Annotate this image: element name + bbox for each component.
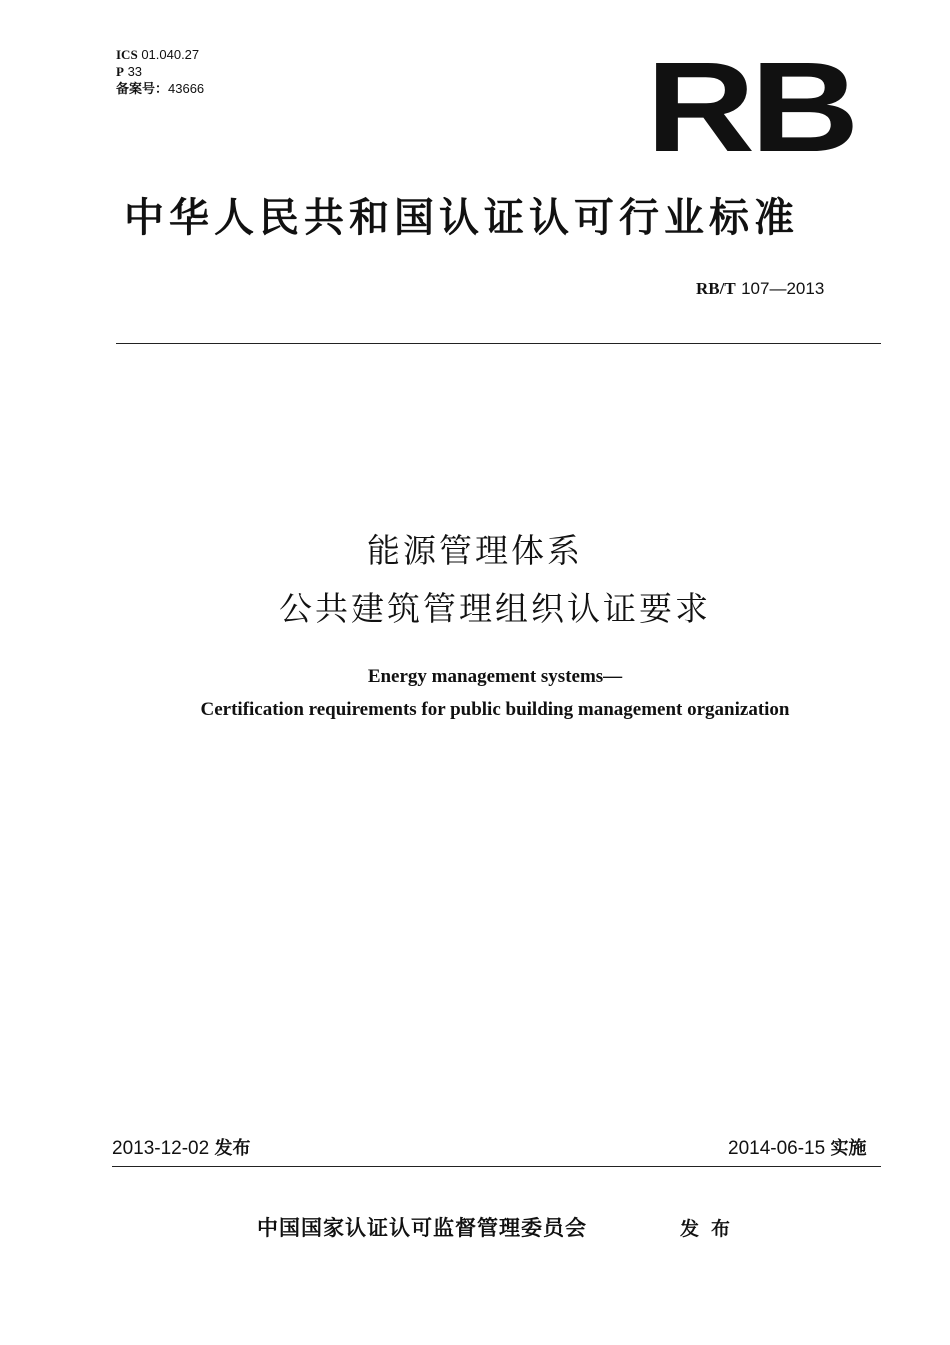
english-title-line-2: Certification requirements for public building management organization [200,699,790,720]
category-code [116,63,142,80]
standard-prefix: RB/T [696,279,736,298]
implementation-date-value: 2014-06-15 [728,1138,826,1159]
rb-logo: RB [646,36,855,179]
standard-number [696,279,824,299]
publisher-name: 中国国家认证认可监督管理委员会 [257,1216,587,1240]
industry-standard-title: 中华人民共和国认证认可行业标准 [124,195,799,241]
document-title-line-1: 能源管理体系 [367,531,583,570]
implementation-date-label: 实施 [830,1138,867,1159]
publish-label: 发布 [680,1218,743,1240]
header-divider [116,343,881,344]
ics-key: ICS [116,47,138,62]
issue-date [112,1134,250,1160]
issue-date-label: 发布 [214,1138,251,1159]
document-title-line-2: 公共建筑管理组织认证要求 [279,589,711,628]
ics-value: 01.040.27 [141,47,200,62]
category-key: P [116,64,124,79]
issue-date-value: 2013-12-02 [112,1138,210,1159]
ics-code [116,46,199,63]
standard-code: 107—2013 [741,279,825,298]
english-title-line-1: Energy management systems— [367,666,623,687]
filing-value: 43666 [168,81,205,96]
footer-divider [112,1166,881,1167]
implementation-date [728,1134,866,1160]
filing-key: 备案号： [116,81,169,96]
filing-number [116,80,204,97]
category-value: 33 [127,64,143,79]
